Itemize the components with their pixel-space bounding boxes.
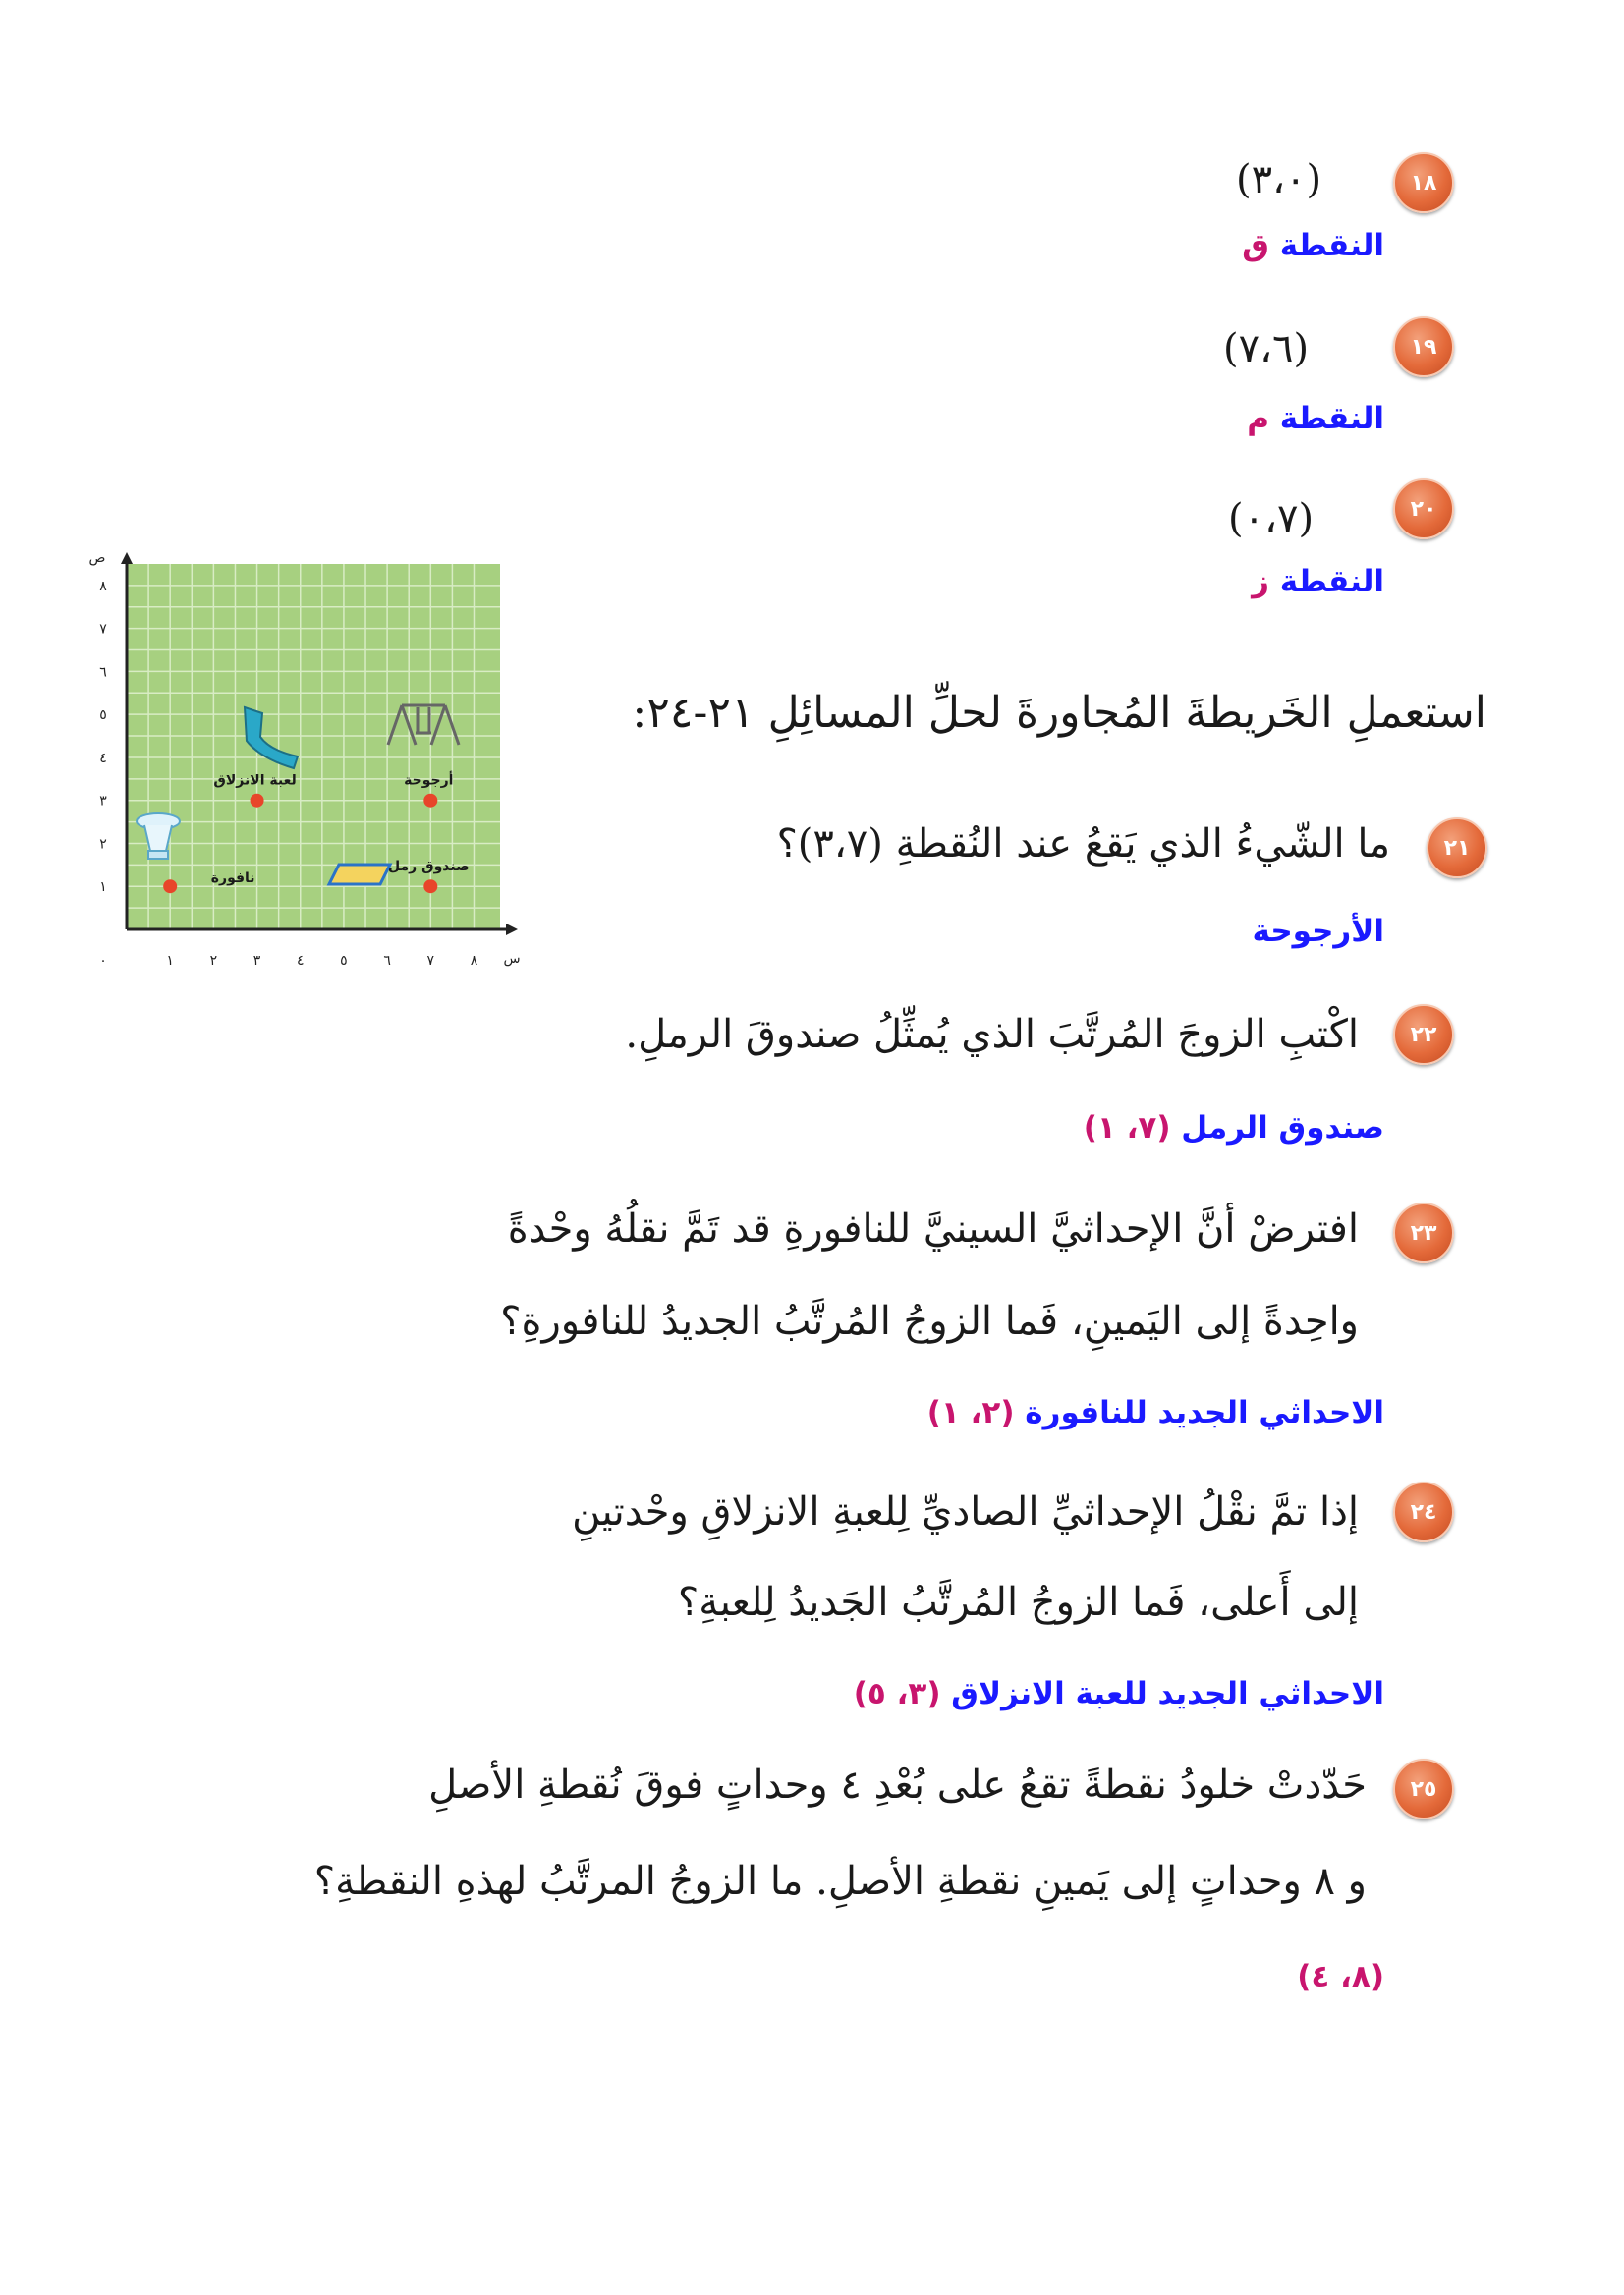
x-tick-label: ٧ bbox=[426, 953, 435, 969]
question-23-badge: ٢٣ bbox=[1393, 1203, 1454, 1263]
question-19-badge: ١٩ bbox=[1393, 316, 1454, 377]
x-tick-label: ٨ bbox=[470, 953, 478, 969]
answer-value: ق bbox=[1242, 228, 1269, 263]
map-point-label: صندوق رمل bbox=[387, 859, 470, 875]
x-tick-label: ٢ bbox=[209, 953, 218, 969]
y-tick-label: ٢ bbox=[99, 836, 107, 853]
question-25-answer bbox=[1297, 1959, 1384, 1994]
question-25-badge: ٢٥ bbox=[1393, 1759, 1454, 1819]
x-tick-label: ٥ bbox=[340, 953, 348, 969]
question-22-answer bbox=[1084, 1110, 1384, 1146]
question-20-answer bbox=[1252, 564, 1384, 599]
question-25-line-1: حَدّدتْ خلودُ نقطةً تقعُ على بُعْدِ ٤ وحداتٍ فوقَ نُقطةِ الأصلِ bbox=[428, 1763, 1367, 1808]
y-axis-label: ص bbox=[88, 550, 106, 566]
question-22-badge: ٢٢ bbox=[1393, 1004, 1454, 1065]
question-21-answer: الأرجوحة bbox=[1252, 914, 1384, 949]
y-tick-label: ٧ bbox=[99, 621, 107, 638]
question-18-badge: ١٨ bbox=[1393, 152, 1454, 213]
problems-heading: استعملِ الخَريطةَ المُجاورةَ لحلِّ المسائِلِ ٢١-٢٤: bbox=[632, 688, 1486, 738]
y-tick-label: ١ bbox=[99, 879, 107, 896]
answer-value: (٢، ١) bbox=[926, 1395, 1015, 1430]
answer-value: (٣، ٥) bbox=[853, 1676, 941, 1711]
y-tick-label: ٣ bbox=[99, 793, 107, 810]
answer-label: النقطة bbox=[1279, 401, 1384, 436]
question-20-badge: ٢٠ bbox=[1393, 478, 1454, 539]
question-24-badge: ٢٤ bbox=[1393, 1482, 1454, 1542]
x-tick-label: ١ bbox=[166, 953, 174, 969]
y-axis-arrow bbox=[121, 552, 133, 564]
answer-label: النقطة bbox=[1279, 228, 1384, 263]
map-point-label: نافورة bbox=[210, 870, 255, 887]
question-20-coordinate: (٠،٧) bbox=[1228, 496, 1315, 541]
question-18-coordinate: (٣،٠) bbox=[1236, 157, 1322, 202]
park-map-chart bbox=[84, 550, 521, 971]
origin-label: ٠ bbox=[99, 953, 107, 969]
map-point bbox=[423, 794, 437, 808]
x-tick-label: ٣ bbox=[252, 953, 261, 969]
answer-value: ز bbox=[1252, 564, 1269, 599]
question-24-line-2: إلى أَعلى، فَما الزوجُ المُرتَّبُ الجَديدُ لِلعبةِ؟ bbox=[678, 1580, 1359, 1625]
answer-label: النقطة bbox=[1279, 564, 1384, 599]
map-point-label: أرجوحة bbox=[404, 772, 454, 789]
answer-value: م bbox=[1247, 401, 1269, 436]
question-19-answer bbox=[1247, 401, 1384, 436]
answer-value: (٧، ١) bbox=[1083, 1110, 1171, 1146]
x-tick-label: ٤ bbox=[296, 953, 305, 969]
x-axis-label: س bbox=[503, 951, 521, 967]
question-24-line-1: إذا تمَّ نقْلُ الإحداثيِّ الصاديِّ لِلعبةِ الانزلاقِ وحْدتينِ bbox=[572, 1489, 1359, 1535]
answer-value: (٨، ٤) bbox=[1297, 1959, 1384, 1994]
y-tick-label: ٦ bbox=[99, 664, 107, 681]
answer-label: صندوق الرمل bbox=[1181, 1110, 1384, 1146]
y-tick-label: ٤ bbox=[99, 750, 107, 766]
question-23-line-2: واحِدةً إلى اليَمينِ، فَما الزوجُ المُرتَّبُ الجديدُ للنافورةِ؟ bbox=[500, 1299, 1359, 1344]
answer-label: الاحداثي الجديد للنافورة bbox=[1025, 1395, 1384, 1430]
question-23-answer bbox=[927, 1395, 1384, 1430]
question-21-text: ما الشّيءُ الذي يَقعُ عند النُقطةِ (٣،٧)؟ bbox=[776, 821, 1390, 867]
x-tick-label: ٦ bbox=[383, 953, 391, 969]
map-point-label: لعبة الانزلاق bbox=[213, 772, 297, 789]
x-axis-arrow bbox=[506, 924, 518, 935]
question-23-line-1: افترضْ أنَّ الإحداثيَّ السينيَّ للنافورةِ قد تَمَّ نقلُهُ وحْدةً bbox=[507, 1206, 1359, 1252]
y-tick-label: ٥ bbox=[99, 707, 107, 724]
question-21-badge: ٢١ bbox=[1427, 817, 1487, 878]
map-point bbox=[163, 879, 177, 893]
y-tick-label: ٨ bbox=[99, 578, 107, 594]
question-24-answer bbox=[854, 1676, 1384, 1711]
question-19-coordinate: (٧،٦) bbox=[1223, 326, 1310, 371]
answer-label: الاحداثي الجديد للعبة الانزلاق bbox=[951, 1676, 1384, 1711]
question-25-line-2: و ٨ وحداتٍ إلى يَمينِ نقطةِ الأصلِ. ما الزوجُ المرتَّبُ لهذهِ النقطةِ؟ bbox=[313, 1859, 1367, 1904]
sandbox-icon bbox=[329, 865, 390, 884]
map-point bbox=[423, 879, 437, 893]
map-point bbox=[251, 794, 264, 808]
question-22-text: اكْتبِ الزوجَ المُرتَّبَ الذي يُمثِّلُ صندوقَ الرملِ. bbox=[625, 1012, 1359, 1057]
question-18-answer bbox=[1242, 228, 1384, 263]
